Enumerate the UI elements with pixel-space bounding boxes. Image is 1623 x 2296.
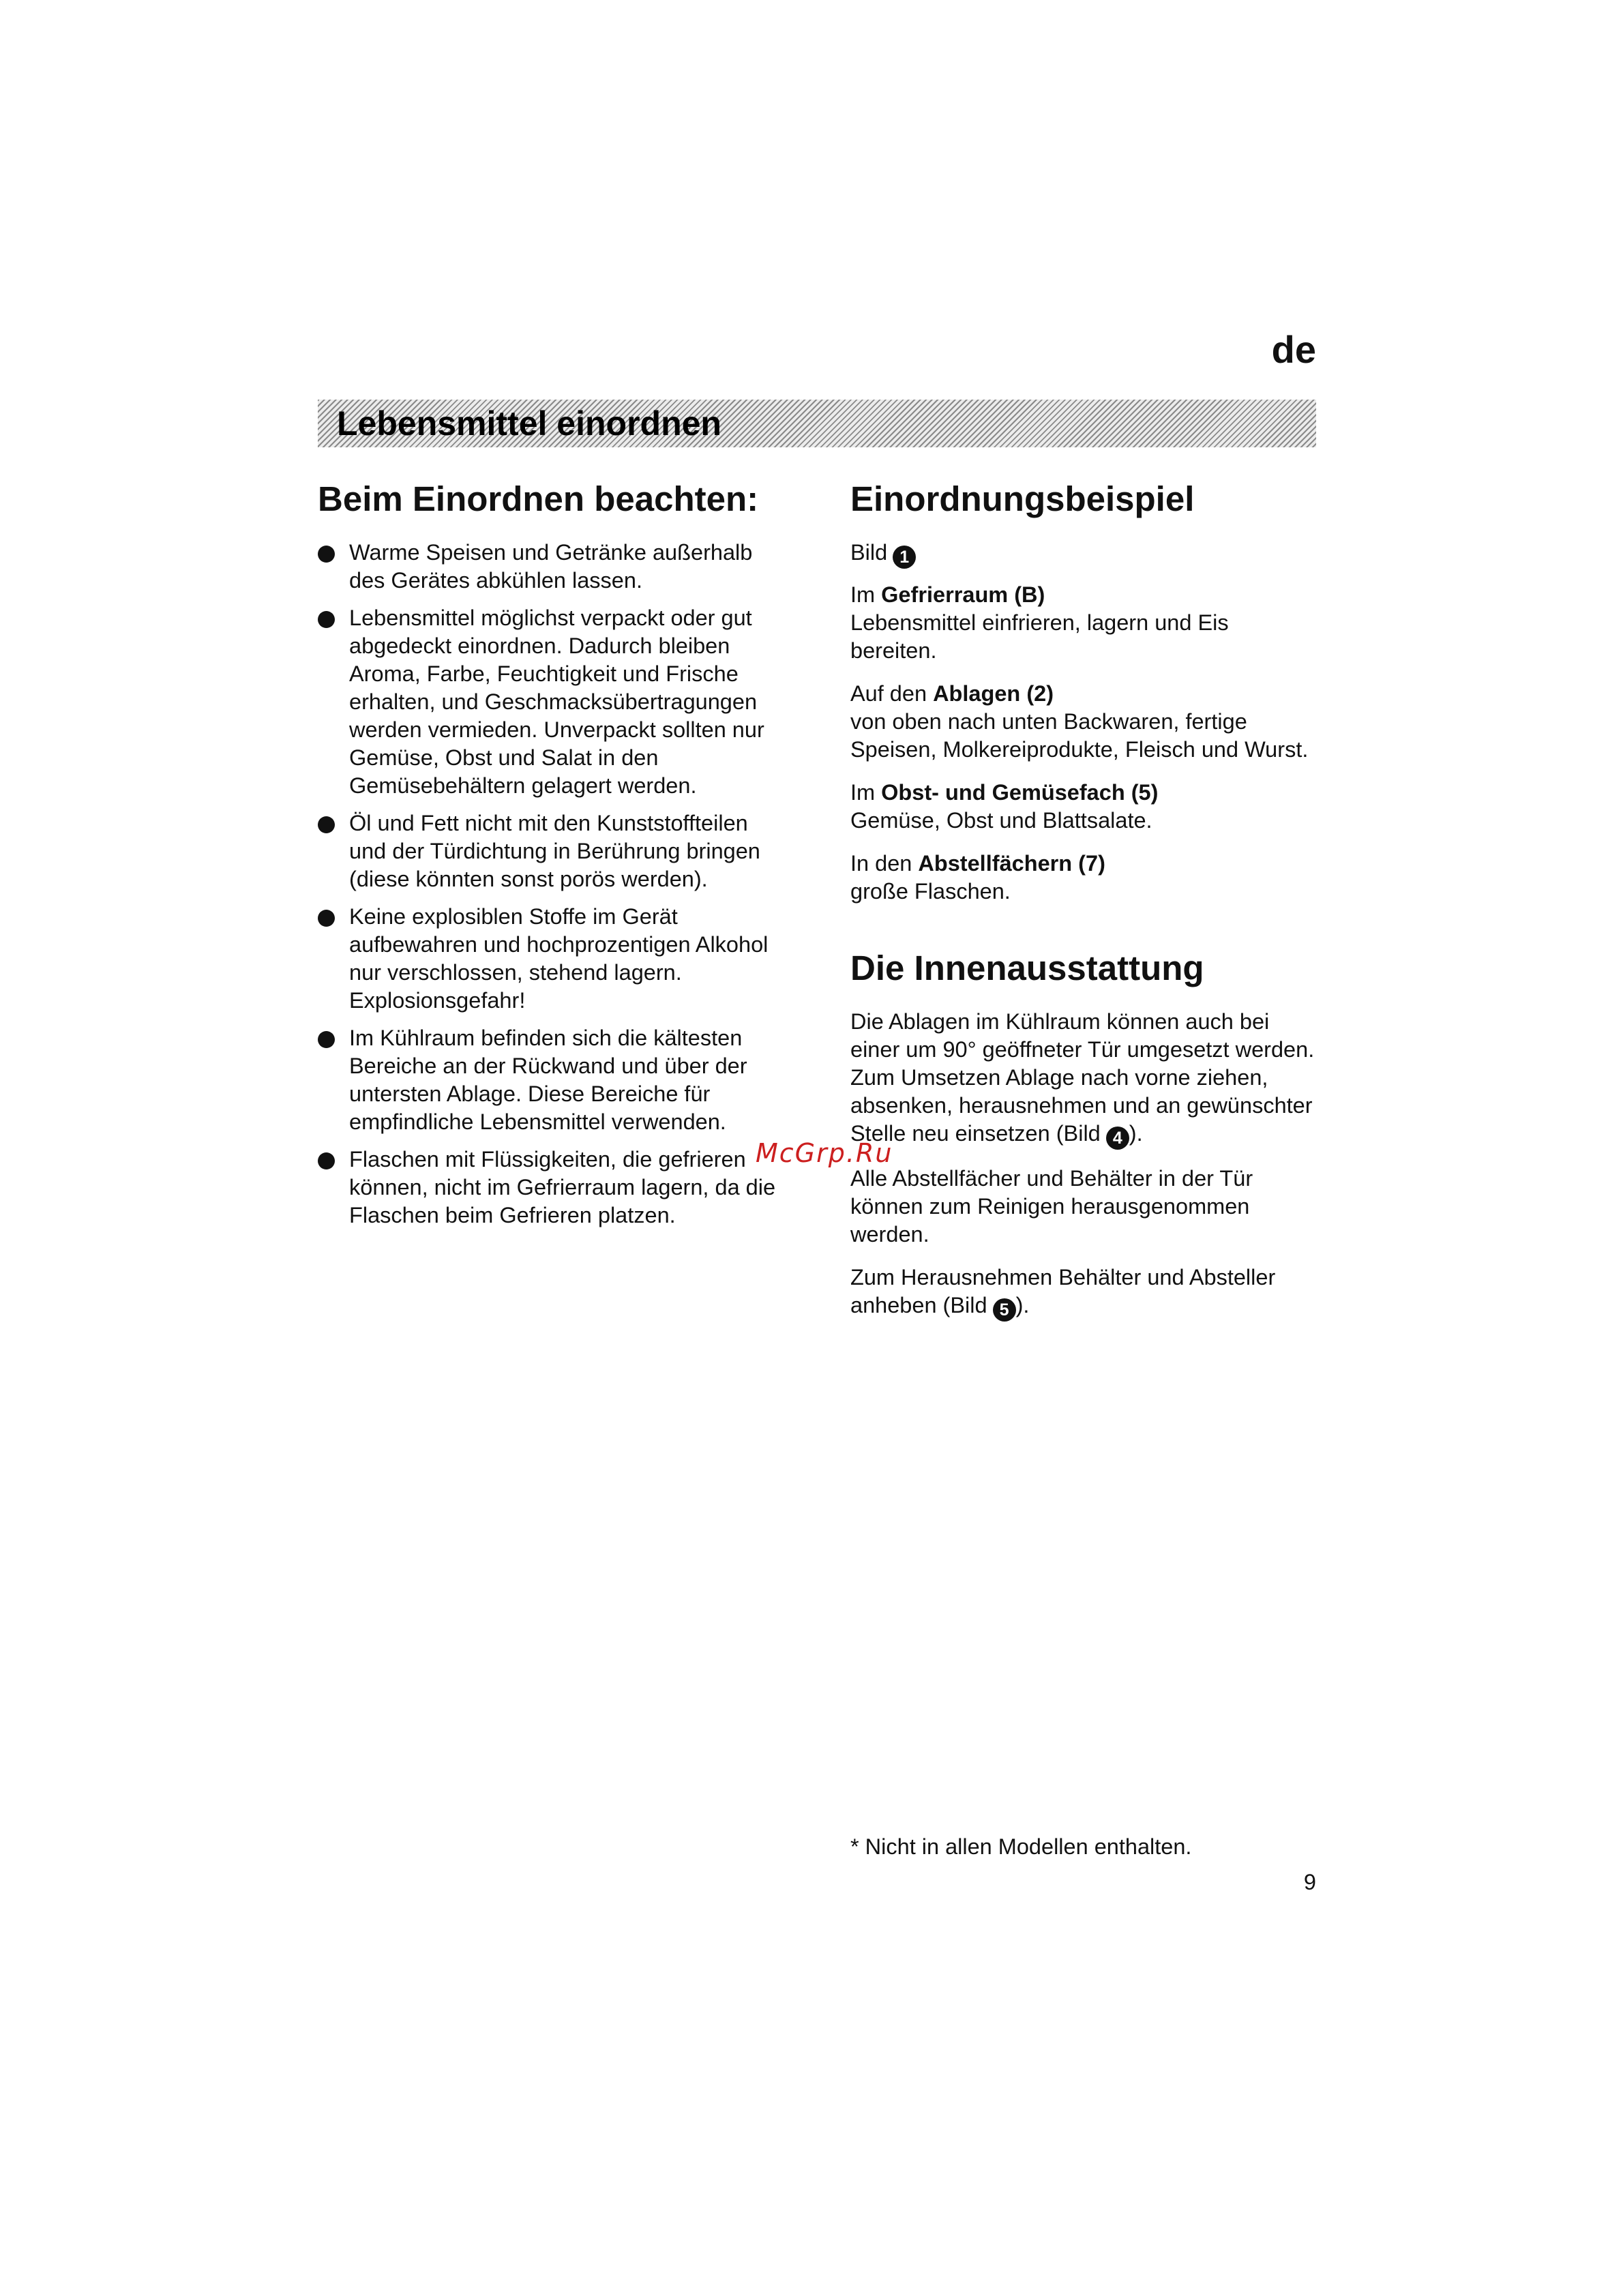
interior-paragraph-end: ). [1129, 1121, 1143, 1146]
list-item-text: Keine explosiblen Stoffe im Gerät aufbewahren und hochprozentigen Alkohol nur verschlossen, stehend lagern. Explosionsgefahr! [349, 904, 769, 1013]
interior-paragraph: Alle Abstellfächer und Behälter in der Tür können zum Reinigen herausgenommen werden. [850, 1166, 1253, 1247]
example-item [850, 850, 1321, 906]
figure-number-icon: 4 [1106, 1127, 1129, 1150]
list-item-text: Im Kühlraum befinden sich die kältesten Bereiche an der Rückwand und über der untersten Ablage. Diese Bereiche für empfindliche Lebensmittel verwenden. [349, 1026, 747, 1134]
list-item [318, 809, 788, 893]
example-item [850, 680, 1321, 764]
example-item [850, 581, 1321, 665]
storage-notes-list [318, 539, 788, 1229]
list-item [318, 1024, 788, 1136]
storage-notes-heading: Beim Einordnen beachten: [318, 479, 759, 518]
figure-label: Bild [850, 540, 888, 565]
list-item-text: Flaschen mit Flüssigkeiten, die gefrieren können, nicht im Gefrierraum lagern, da die Flaschen beim Gefrieren platzen. [349, 1147, 776, 1227]
example-heading: Einordnungsbeispiel [850, 479, 1195, 518]
bullet-icon [318, 611, 335, 628]
watermark: McGrp.Ru [756, 1138, 893, 1168]
example-item-heading [850, 779, 1321, 807]
example-item-prefix: Im [850, 780, 876, 805]
example-item [850, 779, 1321, 835]
figure-number-icon: 5 [993, 1298, 1016, 1322]
list-item [318, 1146, 788, 1229]
bullet-icon [318, 816, 335, 833]
page-number: 9 [1303, 1870, 1316, 1894]
example-item-location: Abstellfächern (7) [918, 851, 1105, 876]
example-item-heading [850, 581, 1321, 609]
example-item-heading [850, 680, 1321, 708]
bullet-icon [318, 546, 335, 563]
interior-paragraph-end: ). [1015, 1293, 1030, 1317]
interior-paragraph [850, 1264, 1321, 1322]
list-item-text: Warme Speisen und Getränke außerhalb des Gerätes abkühlen lassen. [349, 540, 753, 593]
example-item-prefix: Im [850, 582, 876, 607]
list-item [318, 604, 788, 800]
figure-reference [850, 539, 1321, 569]
list-item [318, 539, 788, 595]
right-column [850, 477, 1321, 1337]
interior-heading: Die Innenausstattung [850, 949, 1204, 987]
footnote: * Nicht in allen Modellen enthalten. [850, 1834, 1192, 1859]
list-item [318, 903, 788, 1015]
interior-paragraph-text: Die Ablagen im Kühlraum können auch bei einer um 90° geöffneter Tür umgesetzt werden. Zum Umsetzen Ablage nach vorne ziehen, absenken, herausnehmen und an gewünschter Stelle neu einsetzen (Bild [850, 1009, 1315, 1146]
example-item-text: Gemüse, Obst und Blattsalate. [850, 808, 1152, 833]
bullet-icon [318, 910, 335, 927]
section-banner [318, 400, 1316, 447]
figure-number-icon: 1 [893, 546, 916, 569]
interior-paragraph [850, 1008, 1321, 1150]
section-title: Lebensmittel einordnen [337, 404, 721, 443]
example-item-heading [850, 850, 1321, 878]
example-item-text: Lebensmittel einfrieren, lagern und Eis bereiten. [850, 610, 1229, 663]
left-column [318, 477, 788, 1239]
bullet-icon [318, 1152, 335, 1169]
bullet-icon [318, 1031, 335, 1048]
example-item-prefix: Auf den [850, 681, 927, 706]
example-item-prefix: In den [850, 851, 912, 876]
list-item-text: Lebensmittel möglichst verpackt oder gut abgedeckt einordnen. Dadurch bleiben Aroma, Farbe, Feuchtigkeit und Frische erhalten, und Geschmacksübertragungen werden vermieden. Unverpackt sollten nur Gemüse, Obst und Salat in den Gemüsebehältern gelagert werden. [349, 606, 764, 798]
example-item-location: Gefrierraum (B) [881, 582, 1045, 607]
example-item-location: Obst- und Gemüsefach (5) [881, 780, 1159, 805]
example-item-text: große Flaschen. [850, 879, 1011, 904]
example-item-text: von oben nach unten Backwaren, fertige Speisen, Molkereiprodukte, Fleisch und Wurst. [850, 709, 1309, 762]
interior-paragraph-text: Zum Herausnehmen Behälter und Absteller anheben (Bild [850, 1265, 1276, 1317]
example-item-location: Ablagen (2) [933, 681, 1054, 706]
language-code: de [1271, 328, 1316, 371]
list-item-text: Öl und Fett nicht mit den Kunststoffteilen und der Türdichtung in Berührung bringen (diese könnten sonst porös werden). [349, 811, 760, 891]
